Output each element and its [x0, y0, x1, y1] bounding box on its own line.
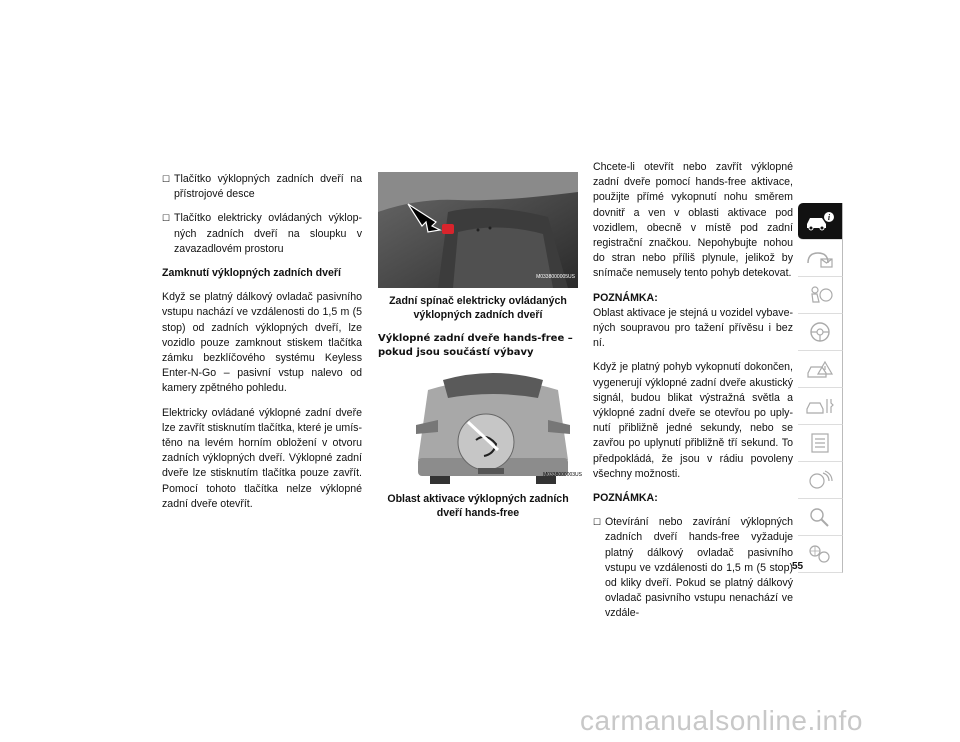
red-switch-button	[442, 224, 454, 234]
paragraph: Když je platný pohyb vykopnutí dokončen, vygenerují výklopné zadní dveře akustický signál, budou blikat výstražná světla a výklopné zadní dveře se otevřou po uply-nutí přibližně jedné sekundy, nebo se zavřou po uplynutí přibližně tří sekund. To předpokládá, že jsou v rádiu povoleny všechny možnosti.	[593, 361, 793, 480]
specifications-list-icon	[805, 432, 835, 454]
text-column-right	[593, 160, 793, 631]
liftgate-switch-photo	[378, 172, 578, 288]
emergency-car-icon	[805, 358, 835, 380]
list-item: ☐ Tlačítko výklopných zadních dveří na přístrojové desce	[162, 172, 362, 202]
tab-technical-specifications[interactable]	[798, 425, 843, 462]
chapter-tabs	[798, 203, 842, 573]
paragraph: Chcete-li otevřít nebo zavřít výklopné zadní dveře pomocí hands-free aktivace, použijte přímé vykopnutí nohu směrem dovnitř a ven v oblasti aktivace pod vozidlem, obecně v místě pod zadní registrační značkou. Nepohybujte nohou do stran nebo příliš plynule, jelikož by snímače nemusely tento pohyb detekovat.	[593, 161, 793, 280]
text-column-left	[162, 172, 362, 521]
section-heading: Zamknutí výklopných zadních dveří	[162, 267, 341, 280]
list-item: ☐ Otevírání nebo zavírání výklopných zadních dveří hands-free vyžaduje platný dálkový ovladač pasivního vstupu ve vzdálenosti do 1,5 m (5 stop) od kliky dveří. Pokud se platný dálkový ovladač pasivního vstupu nenachází ve vzdále-	[593, 515, 793, 621]
checkbox-bullet-icon: ☐	[162, 174, 171, 184]
tab-car-info[interactable]	[798, 203, 843, 240]
page-number: 55	[792, 561, 804, 572]
figure-caption: Zadní spínač elektricky ovládaných výklopných zadních dveří	[389, 295, 567, 321]
airbag-safety-icon	[805, 284, 835, 306]
tab-airbag-safety[interactable]	[798, 277, 843, 314]
hands-free-area-photo	[408, 370, 582, 486]
tab-starting-operating[interactable]	[798, 314, 843, 351]
checkbox-bullet-icon: ☐	[593, 517, 602, 528]
tab-servicing-maintenance[interactable]	[798, 388, 843, 425]
tab-index[interactable]	[798, 499, 843, 536]
paragraph: Elektricky ovládané výklopné zadní dveře lze zavřít stisknutím tlačítka, které je umís-těno na levém horním obložení v otvoru zadních výklopných dveří. Výklopné zadní dveře lze stisknutím tlačítka pouze zavřít. Pomocí tohoto tlačítka nelze výklopné zadní dveře otevřít.	[162, 406, 362, 510]
note-label: POZNÁMKA:	[593, 291, 658, 304]
language-icon	[805, 543, 835, 565]
image-code: M0338000005US	[536, 273, 575, 280]
tab-languages[interactable]	[798, 536, 843, 573]
tab-dashboard-messages[interactable]	[798, 240, 843, 277]
dashboard-messages-icon	[805, 247, 835, 269]
tab-multimedia[interactable]	[798, 462, 843, 499]
steering-wheel-icon	[805, 321, 835, 343]
svg-text:i: i	[827, 213, 831, 222]
service-tools-icon	[805, 395, 835, 417]
search-index-icon	[805, 506, 835, 528]
image-code: M0338000003US	[543, 471, 582, 478]
note-block	[593, 291, 793, 352]
note-label: POZNÁMKA:	[593, 492, 658, 505]
note-text: Oblast aktivace je stejná u vozidel vybave-ných soupravou pro tažení přívěsu i bez ní.	[593, 306, 793, 350]
figure-caption: Oblast aktivace výklopných zadních dveří hands-free	[387, 493, 569, 519]
text-column-middle	[378, 172, 582, 530]
watermark: carmanualsonline.info	[580, 705, 863, 736]
tab-emergency[interactable]	[798, 351, 843, 388]
list-item: ☐ Tlačítko elektricky ovládaných výklop-ných zadních dveří na sloupku v zavazadlovém prostoru	[162, 211, 362, 257]
checkbox-bullet-icon: ☐	[162, 213, 171, 224]
paragraph: Když se platný dálkový ovladač pasivního vstupu nachází ve vzdálenosti do 1,5 m (5 stop) od zadních výklopných dveří, lze vozidlo pouze zamknout stiskem tlačítka zámku bezklíčového systému Keyless Enter-N-Go – pasivní vstup nalevo od kamery zpětného pohledu.	[162, 291, 362, 395]
car-info-icon	[804, 210, 836, 232]
multimedia-icon	[805, 469, 835, 491]
section-heading: Výklopné zadní dveře hands-free – pokud jsou součástí výbavy	[378, 333, 573, 358]
